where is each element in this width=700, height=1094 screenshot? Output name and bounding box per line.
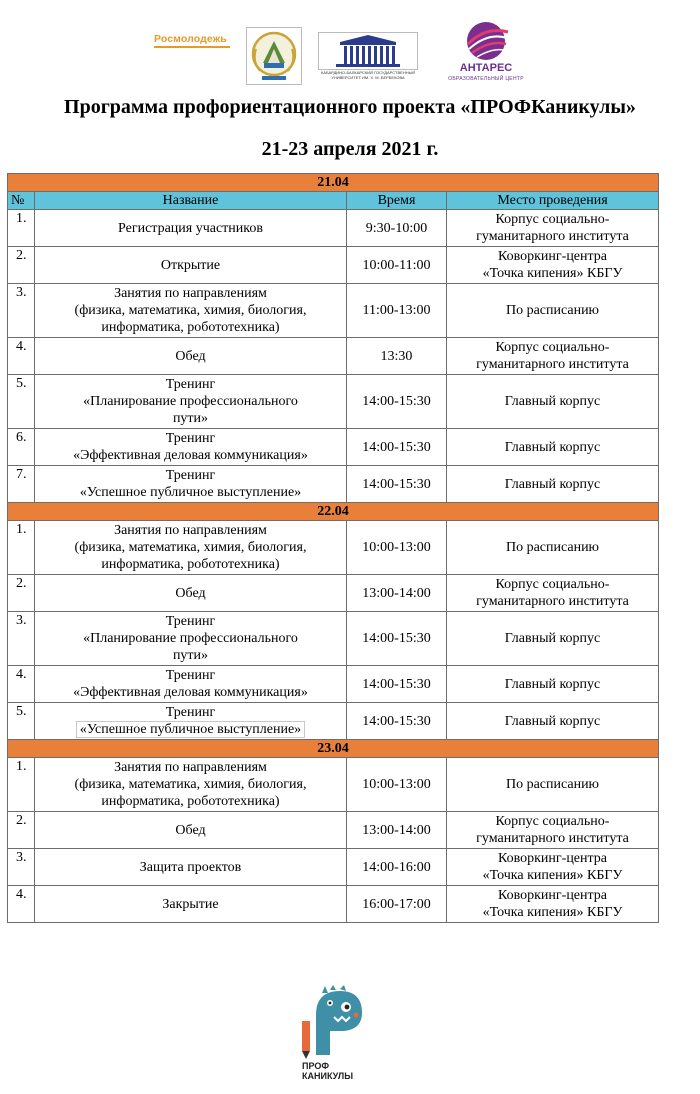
event-name <box>35 375 347 429</box>
cell-line: информатика, робототехника) <box>101 557 280 572</box>
cell-line: Главный корпус <box>504 394 601 409</box>
table-row <box>8 886 659 923</box>
cell-line-text: «Успешное публичное выступление» <box>76 721 305 738</box>
event-name <box>35 210 347 247</box>
day-label: 22.04 <box>8 503 659 521</box>
row-number: 3. <box>8 849 35 886</box>
cell-line: Главный корпус <box>504 631 601 646</box>
cell-line: гуманитарного института <box>476 594 629 609</box>
page-dates: 21-23 апреля 2021 г. <box>261 138 439 160</box>
cell-line: «Точка кипения» КБГУ <box>482 266 623 281</box>
table-row <box>8 849 659 886</box>
cell-line: Тренинг <box>165 377 216 392</box>
day-header-row <box>8 174 659 192</box>
cell-line: Занятия по направлениям <box>114 523 267 538</box>
kbsu-caption: КАБАРДИНО-БАЛКАРСКИЙ ГОСУДАРСТВЕННЫЙ УНИВЕРСИТЕТ ИМ. Х. М. БЕРБЕКОВА <box>320 70 416 80</box>
schedule-table <box>7 173 659 923</box>
cell-line: (физика, математика, химия, биология, <box>74 540 307 555</box>
event-name <box>35 612 347 666</box>
table-row <box>8 612 659 666</box>
event-name <box>35 521 347 575</box>
cell-line: пути» <box>172 648 209 663</box>
cell-line: Коворкинг-центра <box>497 888 608 903</box>
event-name <box>35 429 347 466</box>
cell-line: Тренинг <box>165 705 216 720</box>
kbsu-building-icon <box>318 32 418 70</box>
event-time: 10:00-11:00 <box>347 247 447 284</box>
cell-line <box>35 721 346 738</box>
event-place <box>447 210 659 247</box>
event-place <box>447 521 659 575</box>
row-number: 4. <box>8 666 35 703</box>
cell-line: Главный корпус <box>504 476 601 492</box>
event-time: 14:00-15:30 <box>347 703 447 740</box>
rosmolodezh-logo <box>154 33 234 49</box>
profkanikuly-logo-text <box>302 1061 372 1081</box>
event-place <box>447 812 659 849</box>
logo-row <box>0 0 700 90</box>
cell-line: гуманитарного института <box>476 357 629 372</box>
antares-name: АНТАРЕС <box>459 62 513 74</box>
table-row <box>8 338 659 375</box>
row-number: 6. <box>8 429 35 466</box>
event-time: 14:00-15:30 <box>347 429 447 466</box>
cell-line: Закрытие <box>162 896 219 912</box>
cell-line: Тренинг <box>165 668 216 683</box>
cell-line: Защита проектов <box>139 859 242 875</box>
event-place <box>447 338 659 375</box>
cell-line: Занятия по направлениям <box>114 286 267 301</box>
table-row <box>8 247 659 284</box>
event-name <box>35 247 347 284</box>
event-name <box>35 703 347 740</box>
column-header-time: Время <box>347 192 447 210</box>
row-number: 1. <box>8 210 35 247</box>
table-row <box>8 521 659 575</box>
table-row <box>8 284 659 338</box>
cell-line: «Эффективная деловая коммуникация» <box>73 685 308 700</box>
event-time: 16:00-17:00 <box>347 886 447 923</box>
cell-line: Корпус социально- <box>495 340 610 355</box>
event-place <box>447 666 659 703</box>
day-label: 21.04 <box>8 174 659 192</box>
cell-line: Обед <box>175 822 206 838</box>
table-row <box>8 703 659 740</box>
antares-subtitle: ОБРАЗОВАТЕЛЬНЫЙ ЦЕНТР <box>448 76 524 82</box>
table-row <box>8 429 659 466</box>
table-row <box>8 812 659 849</box>
event-time: 14:00-15:30 <box>347 612 447 666</box>
table-row <box>8 375 659 429</box>
event-time: 14:00-15:30 <box>347 375 447 429</box>
event-name <box>35 886 347 923</box>
cell-line: Открытие <box>160 257 221 273</box>
event-place <box>447 466 659 503</box>
event-place <box>447 575 659 612</box>
row-number: 1. <box>8 758 35 812</box>
column-header-name: Название <box>35 192 347 210</box>
rosmolodezh-underline <box>154 46 230 48</box>
table-row <box>8 210 659 247</box>
table-row <box>8 758 659 812</box>
profkanikuly-line2: КАНИКУЛЫ <box>302 1071 354 1081</box>
cell-line: Обед <box>175 585 206 601</box>
cell-line: Регистрация участников <box>118 220 263 236</box>
row-number: 5. <box>8 375 35 429</box>
event-name <box>35 466 347 503</box>
row-number: 4. <box>8 338 35 375</box>
event-place <box>447 247 659 284</box>
cell-line: информатика, робототехника) <box>101 320 280 335</box>
event-time: 13:00-14:00 <box>347 812 447 849</box>
cell-line: Тренинг <box>165 468 216 483</box>
event-time: 9:30-10:00 <box>347 210 447 247</box>
event-name <box>35 666 347 703</box>
antares-logo <box>444 18 528 84</box>
row-number: 3. <box>8 612 35 666</box>
profkanikuly-mascot-icon <box>300 985 366 1059</box>
day-label: 23.04 <box>8 740 659 758</box>
crest-emblem-icon <box>246 27 302 85</box>
event-name <box>35 849 347 886</box>
table-row <box>8 466 659 503</box>
cell-line: (физика, математика, химия, биология, <box>74 777 307 792</box>
cell-line: (физика, математика, химия, биология, <box>74 303 307 318</box>
event-name <box>35 575 347 612</box>
event-name <box>35 338 347 375</box>
row-number: 2. <box>8 812 35 849</box>
cell-line: Корпус социально- <box>495 577 610 592</box>
row-number: 1. <box>8 521 35 575</box>
event-place <box>447 612 659 666</box>
event-name <box>35 758 347 812</box>
event-name <box>35 812 347 849</box>
cell-line: Тренинг <box>165 614 216 629</box>
cell-line: Корпус социально- <box>495 212 610 227</box>
cell-line: «Успешное публичное выступление» <box>79 485 302 500</box>
event-place <box>447 886 659 923</box>
kbsu-logo <box>318 32 418 84</box>
event-time: 13:00-14:00 <box>347 575 447 612</box>
rosmolodezh-text: Росмолодежь <box>154 33 227 45</box>
cell-line: «Планирование профессионального <box>83 631 298 646</box>
event-place <box>447 758 659 812</box>
page-title: Программа профориентационного проекта «ПРОФКаникулы» <box>64 96 636 118</box>
cell-line: Корпус социально- <box>495 814 610 829</box>
event-time: 14:00-15:30 <box>347 666 447 703</box>
event-time: 14:00-16:00 <box>347 849 447 886</box>
antares-sphere-icon <box>444 18 528 62</box>
cell-line: Тренинг <box>165 431 216 446</box>
event-time: 10:00-13:00 <box>347 521 447 575</box>
column-header-num: № <box>8 192 35 210</box>
row-number: 2. <box>8 247 35 284</box>
cell-line: Главный корпус <box>504 676 601 692</box>
event-place <box>447 703 659 740</box>
cell-line: гуманитарного института <box>476 229 629 244</box>
day-header-row <box>8 503 659 521</box>
event-name <box>35 284 347 338</box>
event-time: 11:00-13:00 <box>347 284 447 338</box>
row-number: 7. <box>8 466 35 503</box>
column-header-place: Место проведения <box>447 192 659 210</box>
cell-line: Главный корпус <box>504 713 601 729</box>
cell-line: По расписанию <box>505 777 600 792</box>
cell-line: Коворкинг-центра <box>497 851 608 866</box>
day-header-row <box>8 740 659 758</box>
cell-line: По расписанию <box>505 303 600 318</box>
cell-line: «Точка кипения» КБГУ <box>482 868 623 883</box>
cell-line: информатика, робототехника) <box>101 794 280 809</box>
cell-line: «Точка кипения» КБГУ <box>482 905 623 920</box>
cell-line: «Планирование профессионального <box>83 394 298 409</box>
cell-line: По расписанию <box>505 540 600 555</box>
profkanikuly-line1: ПРОФ <box>302 1061 330 1071</box>
row-number: 2. <box>8 575 35 612</box>
event-place <box>447 284 659 338</box>
event-time: 14:00-15:30 <box>347 466 447 503</box>
event-time: 10:00-13:00 <box>347 758 447 812</box>
table-row <box>8 575 659 612</box>
cell-line: Занятия по направлениям <box>114 760 267 775</box>
cell-line: пути» <box>172 411 209 426</box>
cell-line: Обед <box>175 348 206 364</box>
row-number: 3. <box>8 284 35 338</box>
cell-line: Главный корпус <box>504 439 601 455</box>
event-place <box>447 375 659 429</box>
row-number: 5. <box>8 703 35 740</box>
event-place <box>447 429 659 466</box>
row-number: 4. <box>8 886 35 923</box>
schedule-body <box>8 174 659 923</box>
event-place <box>447 849 659 886</box>
cell-line: «Эффективная деловая коммуникация» <box>73 448 308 463</box>
table-row <box>8 666 659 703</box>
event-time: 13:30 <box>347 338 447 375</box>
cell-line: Коворкинг-центра <box>497 249 608 264</box>
table-header-row <box>8 192 659 210</box>
cell-line: гуманитарного института <box>476 831 629 846</box>
